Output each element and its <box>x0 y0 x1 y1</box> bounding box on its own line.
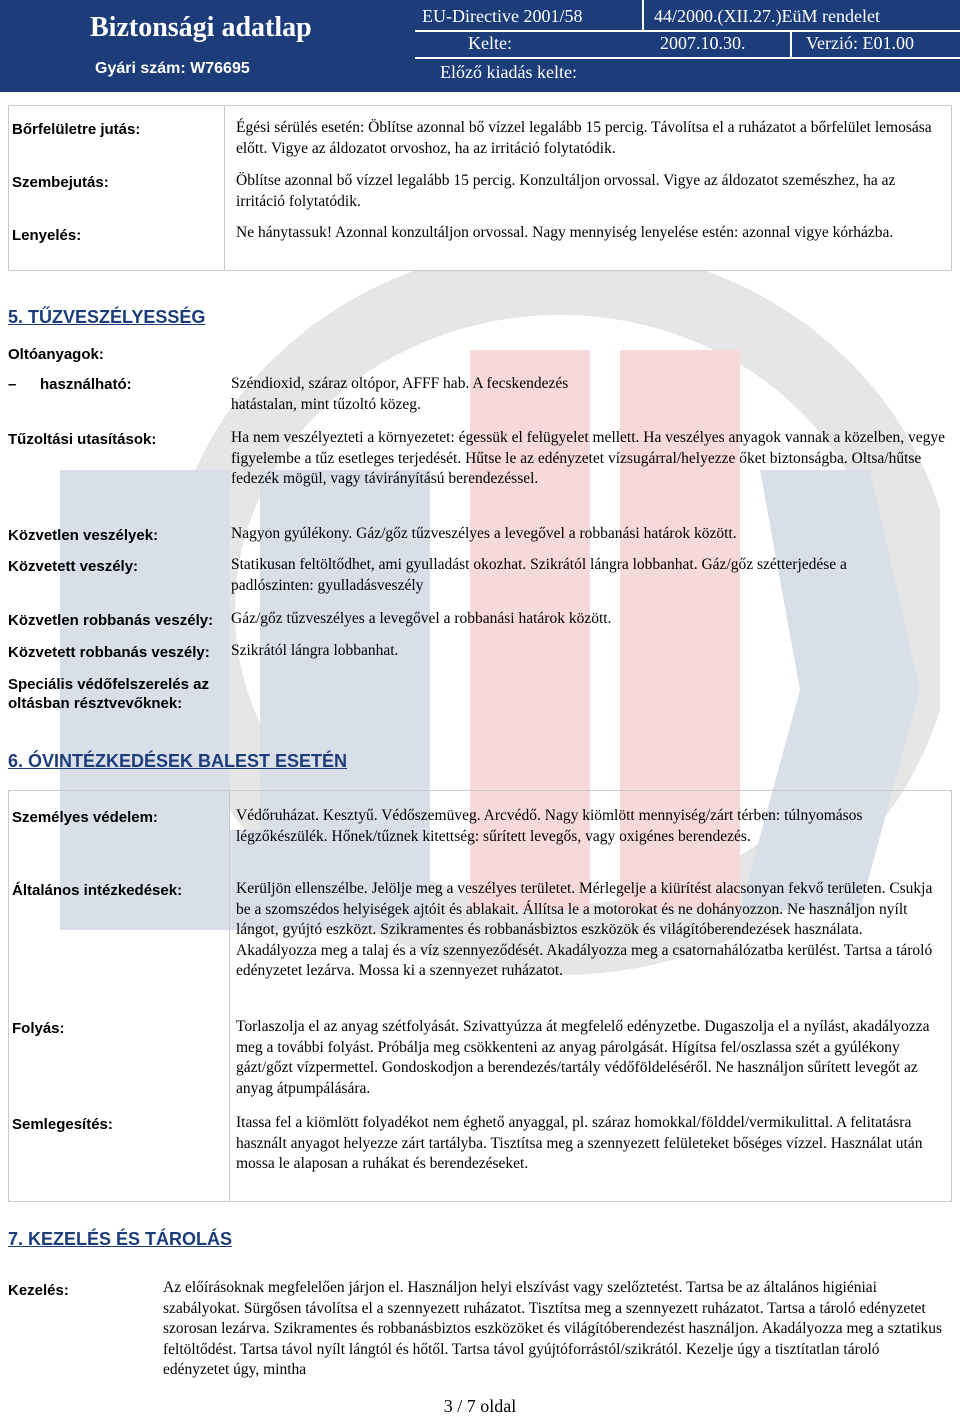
general-measures-text: Kerüljön ellenszélbe. Jelölje meg a veszélyes területet. Mérlegelje a kiürítést alacsonyan fekvő területen. Csukja be a szomszédos helyiségek ajtóit és ablakait. Állítsa le a motorokat és ne dohányozzon. Ne használjon nyílt lángot, gyújtó eszközt. Szikramentes és robbanásbiztos eszközök és világítóberendezések használata. Akadályozza meg a talaj és a víz szennyeződését. Akadályozza meg a csatornahálózatba kerülést. Tartsa a tároló edényzetet lezárva. Mossa ki a szennyezet ruházatot. <box>236 880 933 979</box>
accident-measures-column-divider <box>229 790 230 1202</box>
handling-text: Az előírásoknak megfelelően járjon el. Használjon helyi elszívást vagy szelőztetést. Tartsa be az általános higiéniai szabályokat. Sürgősen távolítsa el a szennyezett ruházatot. Tisztítsa meg a szennyezett ruházatot. Tartsa a tároló edényzetet szorosan lezárva. Szikramentes és robbanásbiztos eszközöket és világítóberendezést használjon. Akadályozza meg a sztatikus feltöltődést. Tartsa távol nyílt lángtól és hőtől. Tartsa távol gyújtóforrástól/szikrától. Kezelje úgy a tisztítatlan tároló edényzetet úgy, mintha <box>163 1279 943 1378</box>
skin-contact-label: Bőrfelületre jutás: <box>12 121 141 138</box>
indirect-hazard-text: Statikusan feltöltődhet, ami gyulladást okozhat. Szikrától lángra lobbanhat. Gáz/gőz szétterjedése a padlószinten: gyulladásveszély <box>231 556 847 594</box>
spillage-text: Torlaszolja el az anyag szétfolyását. Szivattyúzza át megfelelő edényzetbe. Dugaszolja el a nyílást, akadályozza meg a további folyást. Próbálja meg csökkenteni az anyag párolgását. Hígítsa fel/oszlassa szét a gyúlékony gázt/gőzt vízpermettel. Gondoskodjon a berendezés/tartály védőföldeléséről. Ne használjon sűrített levegőt az anyag átpumpálására. <box>236 1018 930 1097</box>
handling-label: Kezelés: <box>8 1282 69 1299</box>
usable-label: használható: <box>40 376 132 393</box>
date-label: Kelte: <box>468 33 512 53</box>
direct-hazards-label: Közvetlen veszélyek: <box>8 527 159 544</box>
header-divider <box>415 57 960 59</box>
version-label: Verzió: E01.00 <box>806 33 914 53</box>
ingestion-text: Ne hánytassuk! Azonnal konzultáljon orvossal. Nagy mennyiség lenyelése estén: azonnal vigye kórházba. <box>236 224 894 241</box>
page-number: 3 / 7 oldal <box>443 1396 517 1416</box>
previous-edition-label: Előző kiadás kelte: <box>440 62 577 82</box>
section-5-title: 5. TŰZVESZÉLYESSÉG <box>8 307 206 327</box>
first-aid-column-divider <box>224 105 225 271</box>
eye-contact-text: Öblítse azonnal bő vízzel legalább 15 percig. Konzultáljon orvossal. Vigye az áldozatot szemészhez, ha az irritáció folytatódik. <box>236 172 896 210</box>
section-6-title: 6. ÓVINTÉZKEDÉSEK BALEST ESETÉN <box>8 751 348 771</box>
personal-protection-label: Személyes védelem: <box>12 809 158 826</box>
header-divider <box>415 30 960 32</box>
usable-dash: – <box>8 376 17 393</box>
neutralization-text: Itassa fel a kiömlött folyadékot nem éghető anyaggal, pl. száraz homokkal/földdel/vermikulittal. A felitatásra használt anyagot helyezze zárt tartályba. Tisztítsa meg a szennyezett felületeket bőséges vízzel. Használat után mossa le alaposan a ruhákat és berendezéseket. <box>236 1114 923 1172</box>
special-protective-equipment-label: Speciális védőfelszerelés az oltásban résztvevőknek: <box>8 676 209 712</box>
general-measures-label: Általános intézkedések: <box>12 882 183 899</box>
direct-explosion-hazard-label: Közvetlen robbanás veszély: <box>8 612 214 629</box>
indirect-explosion-hazard-label: Közvetett robbanás veszély: <box>8 644 210 661</box>
document-title: Biztonsági adatlap <box>90 12 312 43</box>
extinguishers-label: Oltóanyagok: <box>8 346 104 363</box>
header-separator <box>790 30 792 58</box>
skin-contact-text: Égési sérülés esetén: Öblítse azonnal bő vízzel legalább 15 percig. Távolítsa el a ruházatot a bőrfelület lemosása előtt. Vigye az áldozatot orvoshoz, ha az irritáció folytatódik. <box>236 119 932 157</box>
ingestion-label: Lenyelés: <box>12 227 82 244</box>
firefighting-instructions-text: Ha nem veszélyezteti a környezetet: égessük el felügyelet mellett. Ha veszélyes anyagok vannak a közelben, vegye figyelembe a tűz esetleges terjedését. Hűtse le az edényzetet vízsugárral/helyezze őket biztonságba. Oltsa/hűtse fedezék mögül, vagy távirányítású berendezéssel. <box>231 429 945 487</box>
personal-protection-text: Védőruházat. Kesztyű. Védőszemüveg. Arcvédő. Nagy kiömlött mennyiség/zárt térben: túlnyomásos légzőkészülék. Hőnek/tűznek kitettség: sűrített levegős, vagy oxigénes berendezés. <box>236 807 863 845</box>
direct-explosion-hazard-text: Gáz/gőz tűzveszélyes a levegővel a robbanási határok között. <box>231 610 612 627</box>
spillage-label: Folyás: <box>12 1020 65 1037</box>
firefighting-instructions-label: Tűzoltási utasítások: <box>8 431 157 448</box>
header-separator <box>642 0 644 30</box>
direct-hazards-text: Nagyon gyúlékony. Gáz/gőz tűzveszélyes a levegővel a robbanási határok között. <box>231 525 737 542</box>
indirect-hazard-label: Közvetett veszély: <box>8 558 139 575</box>
directive-label: EU-Directive 2001/58 <box>422 6 583 26</box>
factory-number: Gyári szám: W76695 <box>95 60 250 77</box>
decree-label: 44/2000.(XII.27.)EüM rendelet <box>654 6 880 26</box>
eye-contact-label: Szembejutás: <box>12 174 109 191</box>
indirect-explosion-hazard-text: Szikrától lángra lobbanhat. <box>231 642 399 659</box>
usable-text: Széndioxid, száraz oltópor, AFFF hab. A fecskendezés hatástalan, mint tűzoltó közeg. <box>231 375 569 413</box>
neutralization-label: Semlegesítés: <box>12 1116 113 1133</box>
document-header <box>0 0 960 92</box>
date-value: 2007.10.30. <box>660 33 746 53</box>
section-7-title: 7. KEZELÉS ÉS TÁROLÁS <box>8 1229 233 1249</box>
